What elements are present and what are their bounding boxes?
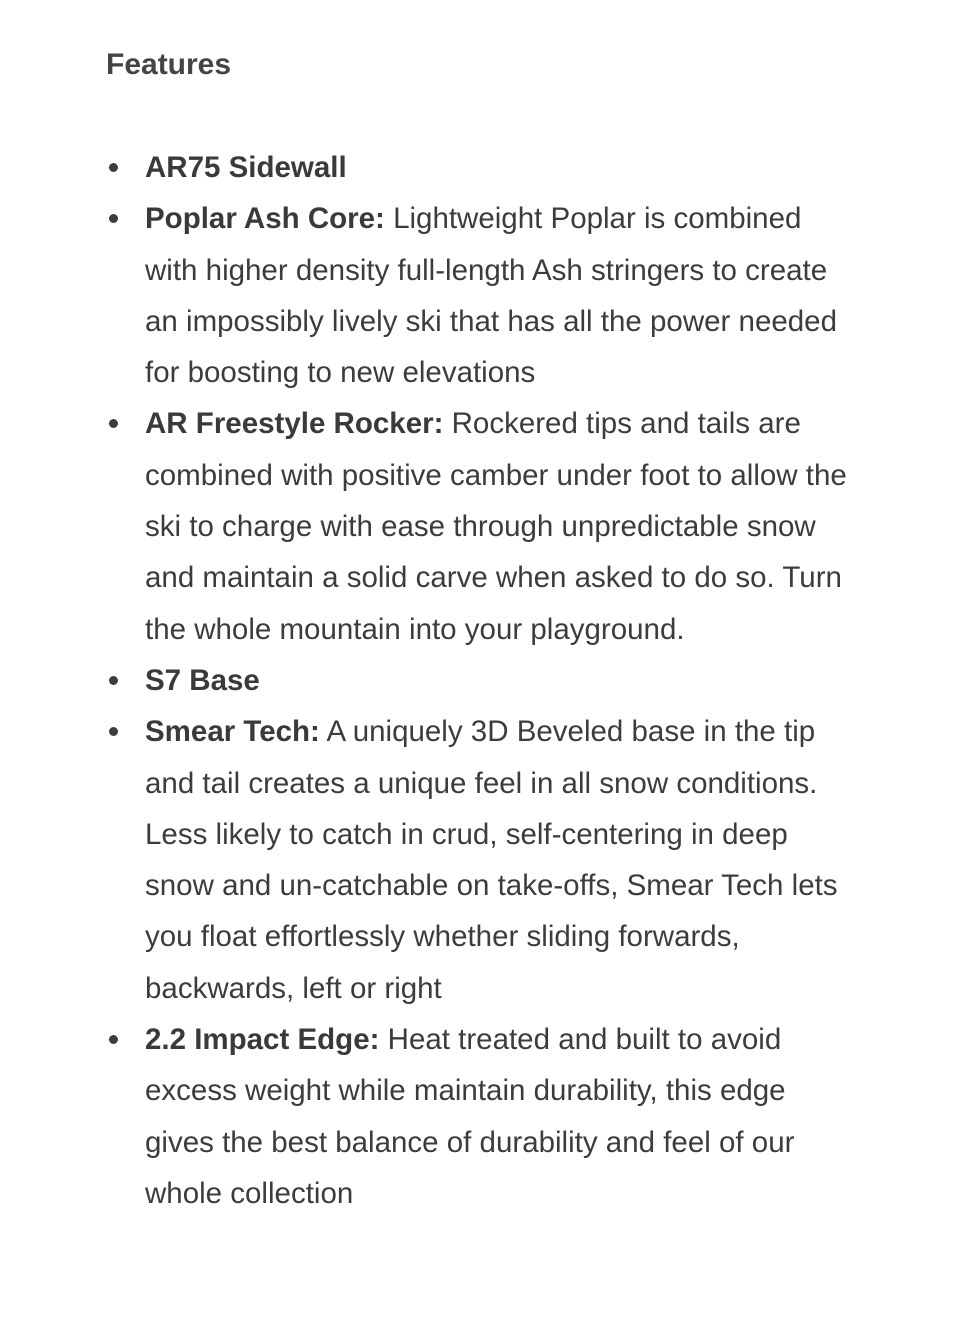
feature-list (106, 142, 851, 1219)
bullet-icon (109, 1035, 118, 1044)
bullet-icon (109, 214, 118, 223)
feature-item-impact-edge (106, 1014, 851, 1219)
feature-title: Poplar Ash Core: (145, 202, 385, 236)
features-section (106, 44, 866, 1210)
bullet-icon (109, 727, 118, 736)
feature-title: AR Freestyle Rocker: (145, 407, 444, 441)
feature-item-s7-base (106, 655, 851, 706)
feature-description: Lightweight Poplar is combined with higher density full-length Ash stringers to create an impossibly lively ski that has all the power needed for boosting to new elevations (145, 202, 837, 390)
features-heading: Features (106, 48, 232, 81)
feature-title: AR75 Sidewall (145, 151, 347, 184)
feature-item-poplar-ash-core (106, 193, 851, 398)
feature-item-smear-tech (106, 706, 851, 1014)
bullet-icon (109, 163, 118, 172)
bullet-icon (109, 419, 118, 428)
feature-description: Rockered tips and tails are combined with positive camber under foot to allow the ski to charge with ease through unpredictable snow and maintain a solid carve when asked to do so. Turn the whole mountain into your playground. (145, 407, 847, 646)
feature-description: A uniquely 3D Beveled base in the tip and tail creates a unique feel in all snow conditions. Less likely to catch in crud, self-centering in deep snow and un-catchable on take-offs, Smear Tech lets you float effortlessly whether sliding forwards, backwards, left or right (145, 715, 838, 1005)
feature-title: Smear Tech: (145, 715, 320, 749)
feature-title: S7 Base (145, 663, 260, 697)
bullet-icon (109, 676, 118, 685)
feature-item-ar75-sidewall (106, 142, 851, 193)
feature-description: Heat treated and built to avoid excess weight while maintain durability, this edge gives the best balance of durability and feel of our whole collection (145, 1023, 795, 1210)
feature-item-ar-freestyle-rocker (106, 398, 851, 654)
feature-title: 2.2 Impact Edge: (145, 1023, 380, 1057)
